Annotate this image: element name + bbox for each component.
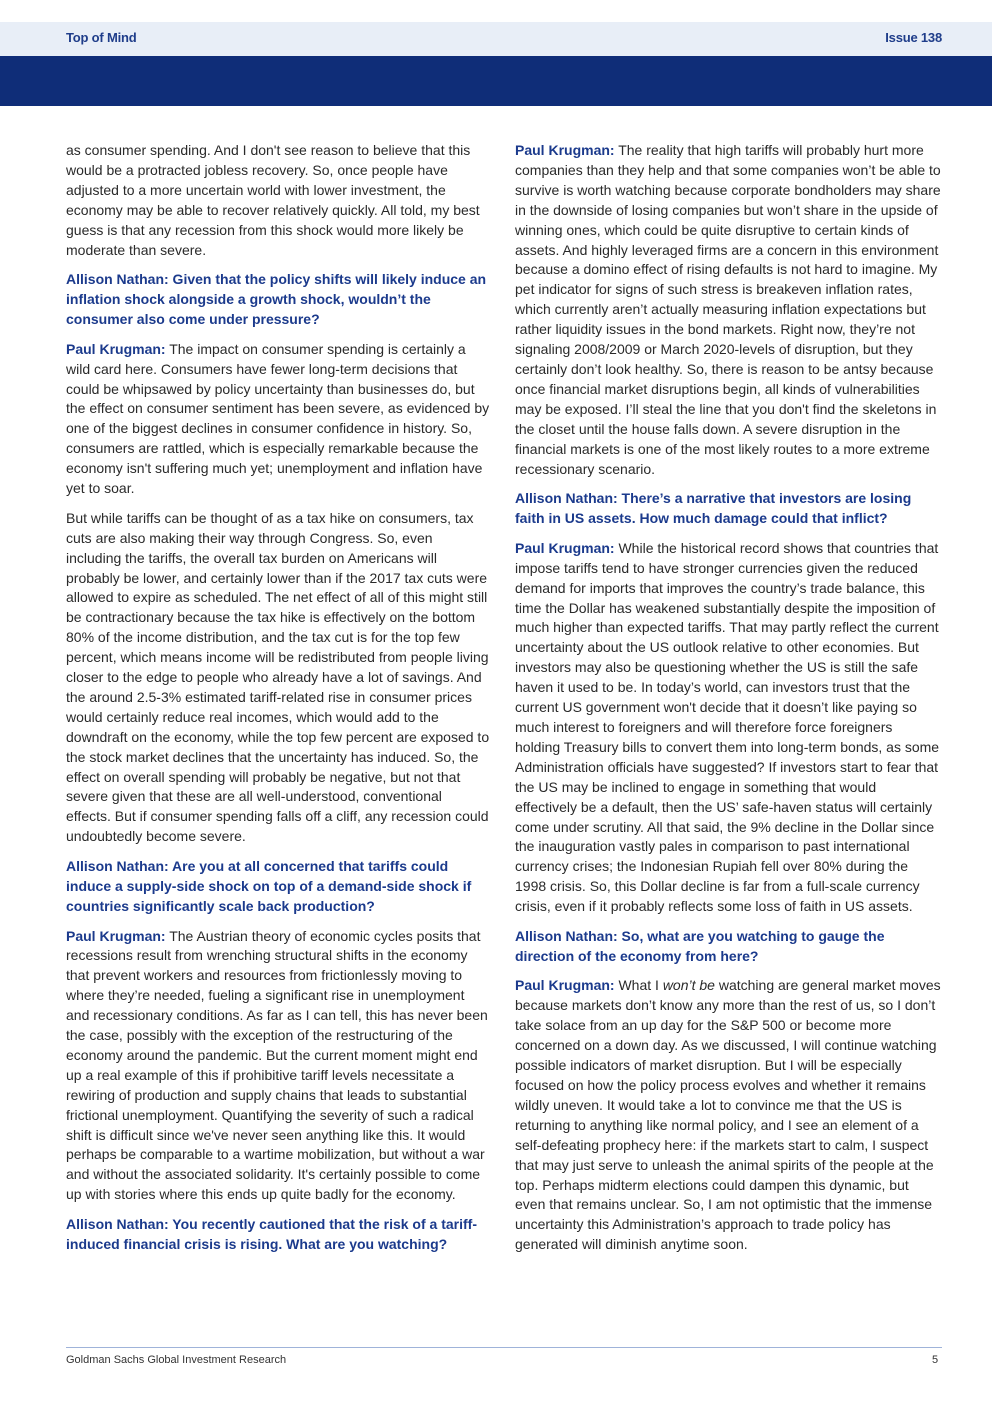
interview-paragraph: as consumer spending. And I don't see reason to believe that this would be a protracted jobless recovery. So, once people have adjusted to a more uncertain world with lower investment, the economy may be able to recover relatively quickly. All told, my best guess is that any recession from this shock would more likely be moderate than severe. [66,142,480,258]
page-number: 5 [932,1354,939,1366]
interview-paragraph [66,340,490,499]
answer-text: The reality that high tariffs will probably hurt more companies than they help and that some companies won’t be able to survive is worth watching because corporate bondholders may share in the downside of losing companies but won’t share in the upside of winning ones, which could be quite disruptive to certain kinds of assets. And highly leveraged firms are a concern in this environment because a domino effect of rising defaults is not hard to imagine. My pet indicator for signs of such stress is breakeven inflation rates, which currently aren’t actually measuring inflation expectations but rather liquidity issues in the bond markets. Right now, they’re not signaling 2008/2009 or March 2020-levels of disruption, but they certainly don’t look healthy. So, there is reason to be antsy because once financial market disruptions begin, all kinds of vulnerabilities may be exposed. I’ll steal the line that you don't find the skeletons in the closet until the house falls down. A severe disruption in the financial markets is one of the most likely routes to a more extreme recessionary scenario. [515,142,941,477]
interview-paragraph [515,539,941,917]
header-band [0,56,992,106]
header-bar [0,22,992,56]
interview-question: Allison Nathan: Are you at all concerned that tariffs could induce a supply-side shock on top of a demand-side shock if countries significantly scale back production? [66,858,472,914]
answer-text: While the historical record shows that countries that impose tariffs tend to have stronger currencies given the reduced demand for imports that improves the country’s trade balance, this time the Dollar has weakened substantially despite the imposition of much higher than expected tariffs. That may partly reflect the current uncertainty about the US outlook relative to other economies. But investors may also be questioning whether the US is still the safe haven it used to be. In today’s world, can investors trust that the current US government won't decide that it doesn’t like paying so much interest to foreigners and will therefore force foreigners holding Treasury bills to convert them into long-term bonds, as some Administration officials have suggested? If investors start to fear that the US may be inclined to engage in something that would effectively be a default, then the US’ safe-haven status will certainly come under scrutiny. All that said, the 9% decline in the Dollar since the inauguration vastly pales in comparison to past international currency crises; the Indonesian Rupiah fell over 80% during the 1998 crisis. So, this Dollar decline is far from a full-scale currency crisis, even if it probably reflects some loss of faith in US assets. [515,539,940,915]
interview-question: Allison Nathan: So, what are you watching to gauge the direction of the economy from here? [515,927,885,964]
answer-text: What I [614,977,663,994]
answer-text: watching are general market moves because markets don’t know any more than the rest of us, so I don’t take solace from an up day for the S&P 500 or become more concerned on a down day. As we discussed, I will continue watching possible indicators of market disruption. But I will be especially focused on how the policy process evolves and whether it remains wildly uneven. It would take a lot to convince me that the US is returning to anything like normal policy, and I see an element of a self-defeating prophecy here: if the markets start to calm, I suspect that may just serve to unleash the animal spirits of the people at the top. Perhaps midterm elections could dampen this dynamic, but even that remains unclear. So, I am not optimistic that the immense uncertainty this Administration’s approach to trade policy has generated will diminish anytime soon. [515,977,941,1253]
emphasis-text: won’t be [662,977,715,994]
issue-number: Issue 138 [885,30,942,45]
footer-source: Goldman Sachs Global Investment Research [66,1354,287,1366]
answer-text: The impact on consumer spending is certainly a wild card here. Consumers have fewer long-term decisions that could be whipsawed by policy uncertainty than businesses do, but the effect on consumer sentiment has been severe, as evidenced by one of the biggest declines in consumer confidence in history. So, consumers are rattled, which is especially remarkable because the economy isn't suffering much yet; unemployment and inflation have yet to soar. [66,340,490,497]
interview-paragraph [515,141,941,479]
interview-question: Allison Nathan: You recently cautioned that the risk of a tariff-induced financial crisis is rising. What are you watching? [66,1216,477,1252]
interview-paragraph: But while tariffs can be thought of as a tax hike on consumers, tax cuts are also making their way through Congress. So, even including the tariffs, the overall tax burden on Americans will probably be lower, and certainly lower than if the 2017 tax cuts were allowed to expire as scheduled. The net effect of all of this might still be contractionary because the tax hike is effectively on the bottom 80% of the income distribution, and the tax cut is for the top few percent, which means income will be redistributed from people living closer to the edge to people who already have a lot of savings. And the around 2.5-3% estimated tariff-related rise in consumer prices would certainly reduce real incomes, which would add to the downdraft on the economy, while the top few percent are exposed to the stock market declines that the uncertainty has induced. So, the effect on overall spending will probably be negative, but not that severe given that these are all well-understood, conventional effects. But if consumer spending falls off a cliff, any recession could undoubtedly become severe. [66,509,490,845]
interview-paragraph [66,927,490,1206]
footer-divider [66,1347,942,1348]
interview-paragraph [515,976,941,1255]
publication-title: Top of Mind [66,30,137,45]
speaker-name: Paul Krugman: [66,927,166,944]
speaker-name: Paul Krugman: [66,340,166,357]
left-column [66,141,490,1265]
answer-text: The Austrian theory of economic cycles posits that recessions result from wrenching structural shifts in the economy that prevent workers and resources from frictionlessly moving to where they’re needed, fueling a significant rise in unemployment and recessionary conditions. As far as I can tell, this has never been the case, possibly with the exception of the restructuring of the economy around the pandemic. But the current moment might end up a real example of this if prohibitive tariff levels necessitate a rewiring of production and supply chains that leads to substantial frictional unemployment. Quantifying the severity of such a radical shift is difficult since we've never seen anything like this. It would perhaps be comparable to a wartime mobilization, but without a war and without the associated solidarity. It's certainly possible to come up with stories where this ends up quite badly for the economy. [66,927,488,1203]
speaker-name: Paul Krugman: [515,977,615,994]
interview-question: Allison Nathan: There’s a narrative that investors are losing faith in US assets. How much damage could that inflict? [515,490,912,527]
right-column [515,141,941,1265]
interview-question: Allison Nathan: Given that the policy shifts will likely induce an inflation shock alongside a growth shock, wouldn’t the consumer also come under pressure? [66,271,487,328]
speaker-name: Paul Krugman: [515,539,615,556]
speaker-name: Paul Krugman: [515,142,615,158]
